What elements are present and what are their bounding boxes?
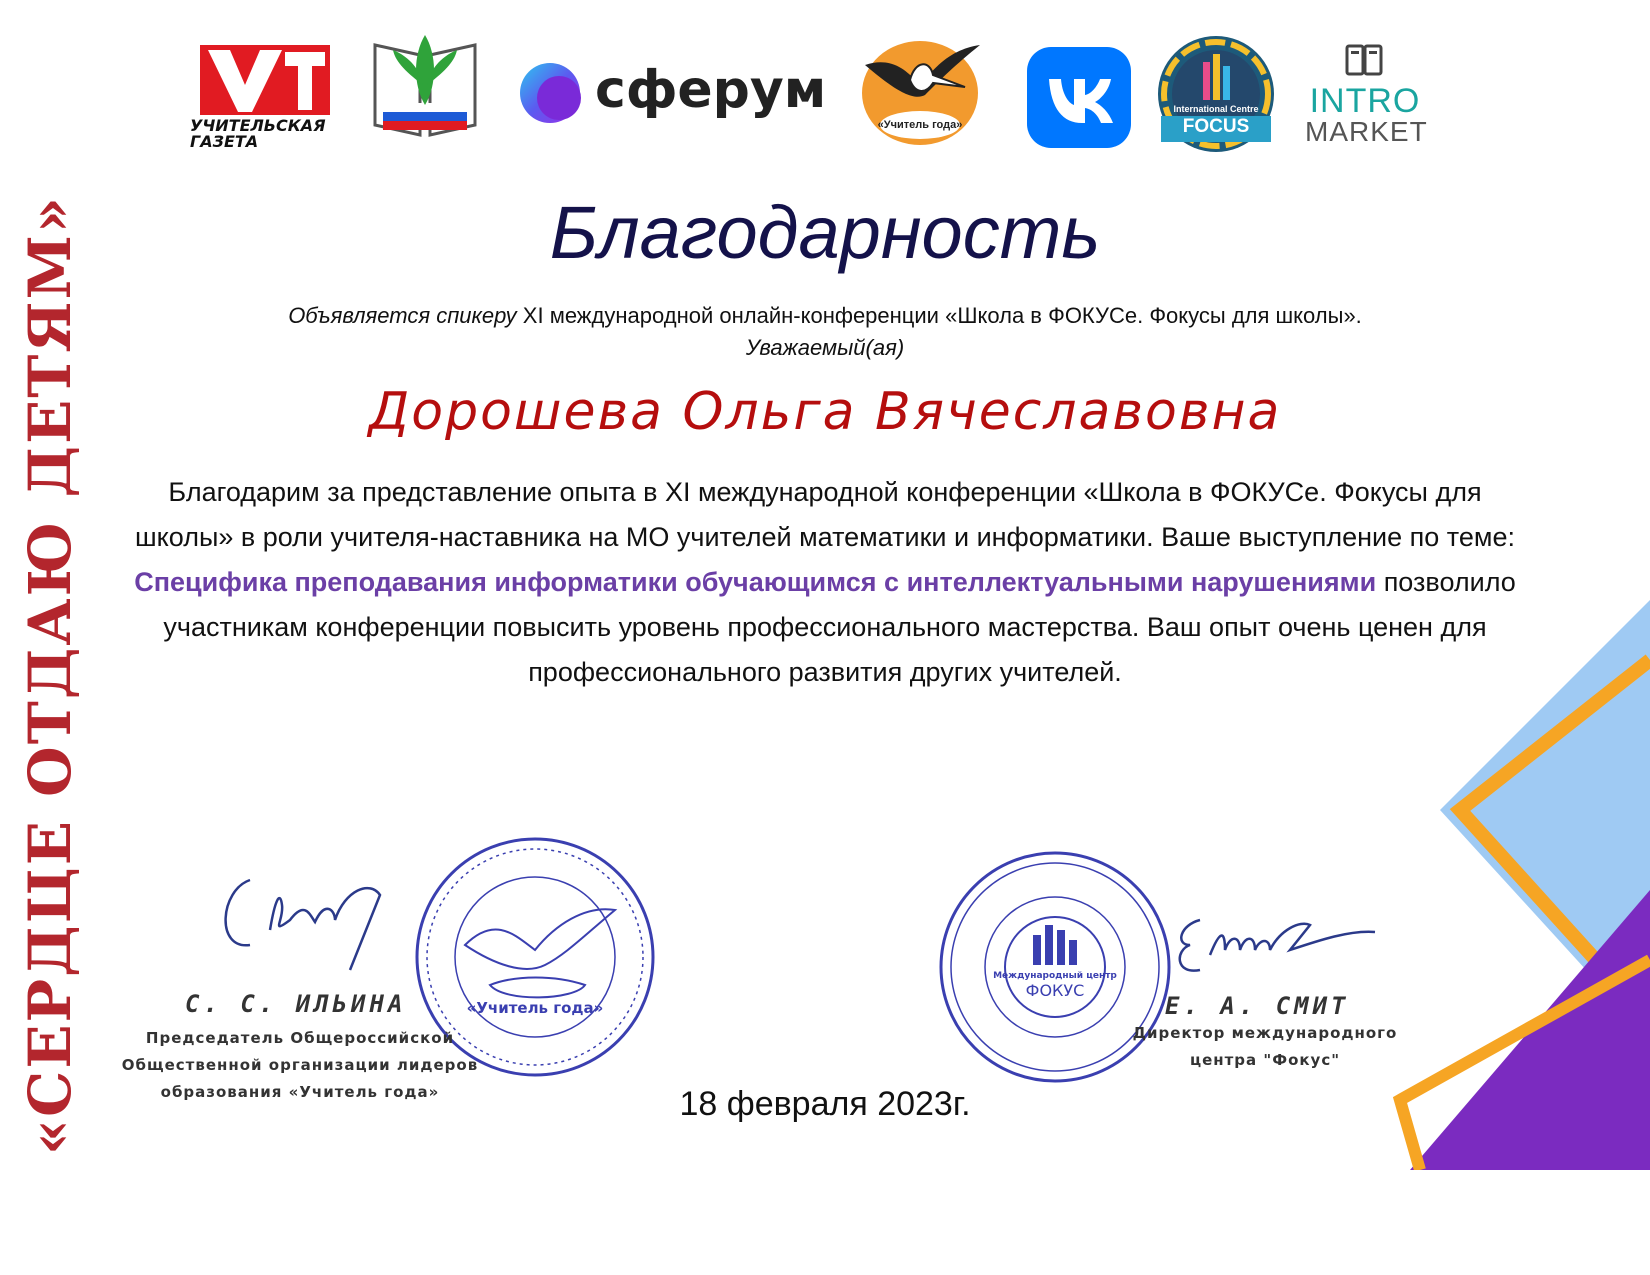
recipient-name: Дорошева Ольга Вячеславовна — [368, 382, 1282, 442]
body-text — [125, 470, 1525, 695]
body-part2: позволило участникам конференции повысить уровень профессионального мастерства. Ваш опыт очень ценен для профессионального развития других учителей. — [163, 567, 1516, 687]
body-topic: Специфика преподавания информатики обучающимся с интеллектуальными нарушениями — [134, 567, 1377, 597]
subtitle — [150, 300, 1500, 364]
sferum-logo-text: сферум — [595, 60, 827, 120]
intro-logo-line1: INTRO — [1309, 82, 1421, 120]
subtitle-prefix: Объявляется спикеру — [288, 303, 517, 328]
signatory-left-name: С. С. ИЛЬИНА — [185, 990, 407, 1018]
side-slogan — [0, 175, 100, 1175]
ug-logo-line2: ГАЗЕТА — [190, 132, 259, 151]
union-book-logo — [365, 25, 485, 145]
intro-logo-line2: MARKET — [1305, 116, 1428, 147]
signature-left — [210, 860, 430, 980]
subtitle-line2: Уважаемый(ая) — [745, 335, 905, 360]
uchitel-goda-logo-text: «Учитель года» — [877, 119, 963, 131]
certificate-title: Благодарность — [549, 191, 1101, 274]
signatory-left-role-line2: Общественной организации лидеров — [121, 1056, 479, 1074]
side-slogan-text: «СЕРДЦЕ ОТДАЮ ДЕТЯМ» — [16, 194, 84, 1156]
signatory-left-role-line3: образования «Учитель года» — [160, 1083, 440, 1101]
signatory-right-name: Е. А. СМИТ — [1165, 992, 1350, 1020]
signatory-left-role-line1: Председатель Общероссийской — [145, 1029, 455, 1047]
signatory-right-role-line2: центра "Фокус" — [1189, 1051, 1341, 1069]
uchitelskaya-gazeta-logo — [190, 40, 340, 150]
ug-logo-line1: УЧИТЕЛЬСКАЯ — [190, 116, 326, 135]
subtitle-event: XI международной онлайн-конференции «Школа в ФОКУСе. Фокусы для школы». — [516, 303, 1362, 328]
body-part1: Благодарим за представление опыта в XI международной конференции «Школа в ФОКУСе. Фокусы для школы» в роли учителя-наставника на МО учителей математики и информатики. Ваше выступление по теме: — [135, 477, 1515, 552]
stamp-right-line1: Международный центр — [993, 971, 1117, 981]
signature-right — [1170, 900, 1380, 990]
vk-logo — [1025, 45, 1133, 150]
stamp-left-text: «Учитель года» — [466, 999, 604, 1017]
focus-centre-logo — [1155, 32, 1277, 157]
intro-market-logo — [1305, 42, 1428, 152]
focus-logo-line1: International Centre — [1173, 104, 1259, 114]
focus-logo-line2: FOCUS — [1182, 116, 1250, 137]
stamp-right-line2: ФОКУС — [1025, 981, 1085, 1000]
signatory-right-role — [1105, 1020, 1425, 1074]
uchitel-goda-logo — [855, 25, 985, 150]
issue-date: 18 февраля 2023г. — [679, 1085, 971, 1123]
signatory-right-role-line1: Директор международного — [1132, 1024, 1398, 1042]
sferum-logo — [515, 58, 825, 128]
